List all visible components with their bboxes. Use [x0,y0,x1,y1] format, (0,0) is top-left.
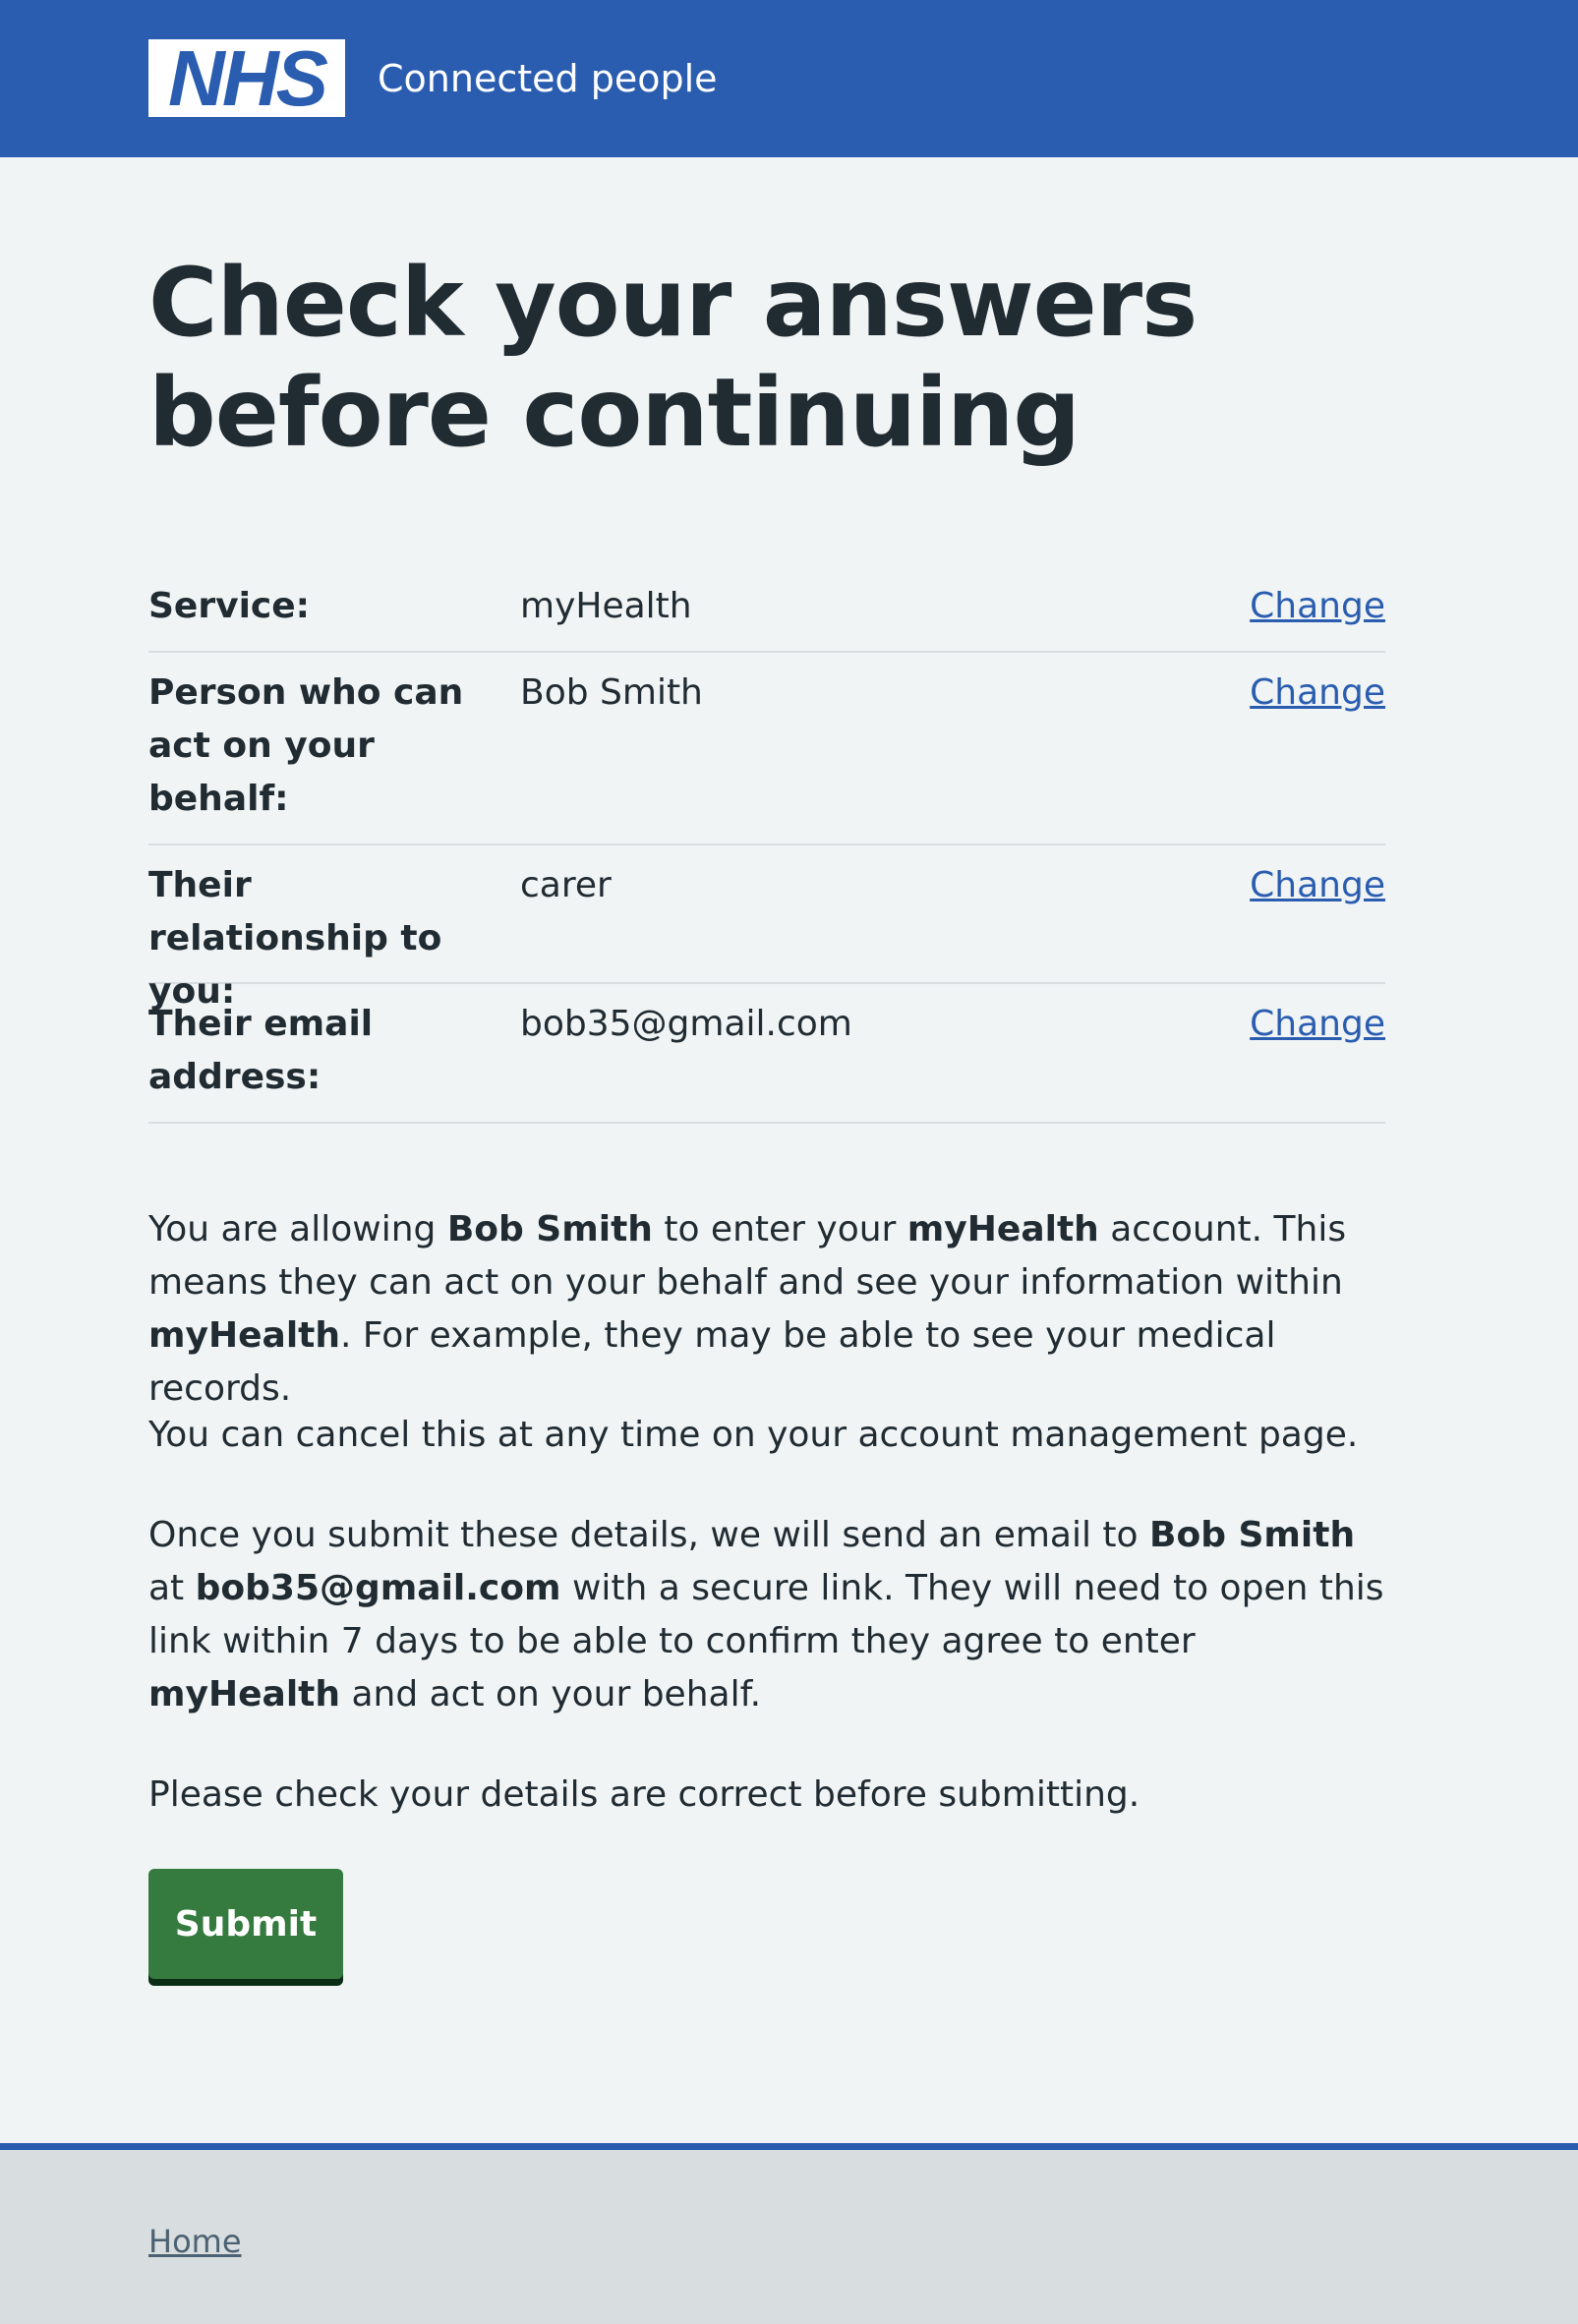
summary-row-email [148,984,1385,1124]
service-name-bold: myHealth [148,1315,340,1356]
summary-row-person [148,653,1385,845]
site-footer [0,2143,1578,2324]
check-paragraph: Please check your details are correct before submitting. [148,1774,1140,1815]
permission-paragraph [148,1203,1385,1416]
submit-button[interactable]: Submit [148,1869,343,1979]
text-fragment: at [148,1568,196,1608]
summary-value: bob35@gmail.com [520,1004,852,1044]
summary-row-relationship [148,845,1385,1012]
text-fragment: Once you submit these details, we will send an email to [148,1515,1150,1555]
summary-key: Service: [148,586,311,626]
page-title: Check your answers before continuing [148,248,1198,468]
person-name: Bob Smith [446,1209,653,1249]
text-fragment: . For example, they may be able to see your medical records. [148,1315,1276,1409]
summary-key: Their email address: [148,1004,374,1097]
nhs-logo-text: NHS [168,33,325,122]
summary-list [148,566,1385,1124]
summary-row-service [148,566,1385,653]
change-relationship-link[interactable]: Change [1250,865,1385,905]
summary-key: Person who can act on your behalf: [148,672,464,819]
service-name[interactable]: Connected people [378,57,718,100]
text-fragment: You are allowing [148,1209,447,1249]
email-paragraph [148,1509,1385,1721]
person-name: Bob Smith [1149,1515,1356,1555]
change-email-link[interactable]: Change [1250,1004,1385,1044]
change-person-link[interactable]: Change [1250,672,1385,713]
email-bold: bob35@gmail.com [195,1568,561,1608]
text-fragment: account. This means they can act on your behalf and see your information within [148,1209,1347,1303]
summary-value: myHealth [520,586,692,626]
summary-value: Bob Smith [520,672,703,713]
change-service-link[interactable]: Change [1250,586,1385,626]
text-fragment: and act on your behalf. [340,1674,762,1714]
service-name-bold: myHealth [906,1209,1099,1249]
summary-key: Their relationship to you: [148,865,442,1012]
text-fragment: with a secure link. They will need to open this link within 7 days to be able to confirm they agree to enter [148,1568,1384,1661]
site-header [0,0,1578,157]
text-fragment: to enter your [652,1209,907,1249]
footer-home-link[interactable]: Home [148,2223,242,2260]
nhs-logo[interactable] [148,33,345,122]
service-name-bold: myHealth [148,1674,340,1714]
cancel-paragraph: You can cancel this at any time on your account management page. [148,1415,1359,1455]
summary-value: carer [520,865,612,905]
